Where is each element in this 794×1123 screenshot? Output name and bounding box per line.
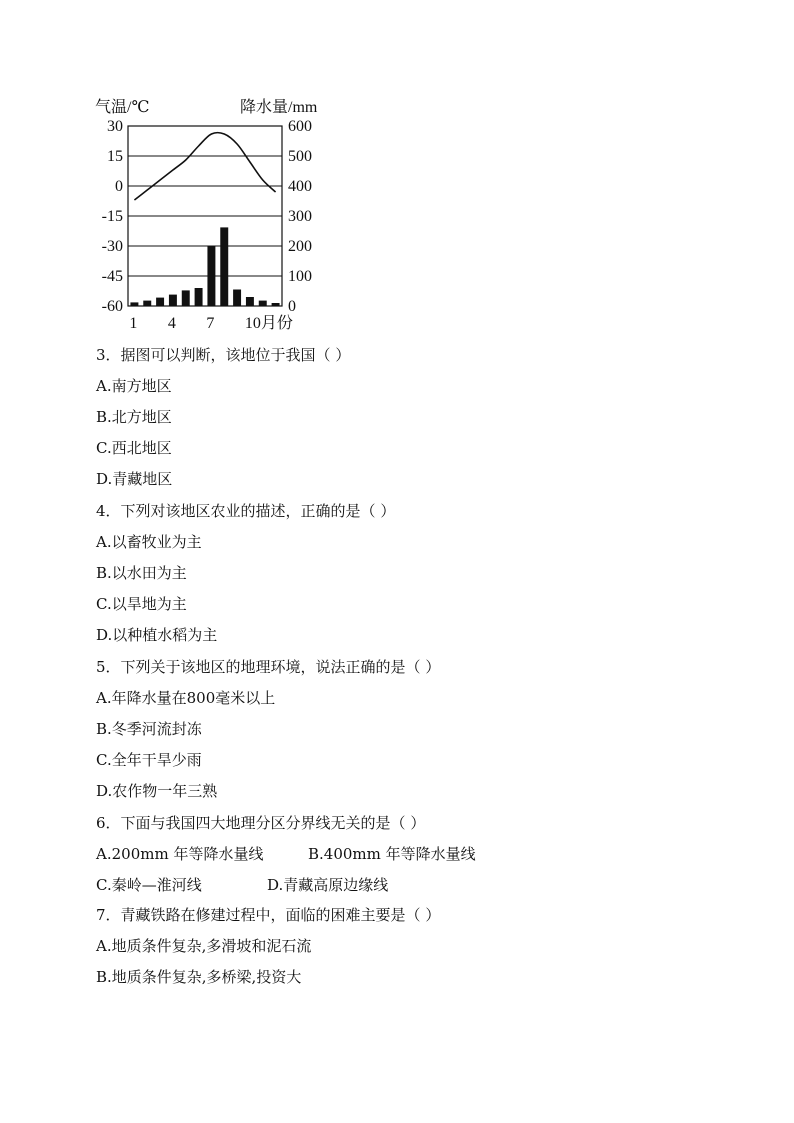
precipitation-bar	[143, 301, 151, 306]
precipitation-bar	[182, 290, 190, 306]
question-stem: 7．青藏铁路在修建过程中，面临的困难主要是（ ）	[96, 906, 441, 924]
temperature-tick-label: 30	[107, 118, 123, 135]
answer-option[interactable]: D.青藏高原边缘线	[267, 876, 389, 894]
precipitation-bar	[246, 297, 254, 306]
answer-option[interactable]: C.全年干旱少雨	[96, 751, 202, 769]
question-stem: 6．下面与我国四大地理分区分界线无关的是（ ）	[96, 814, 426, 832]
precipitation-tick-label: 400	[288, 178, 312, 195]
temperature-tick-label: 15	[107, 148, 123, 165]
precipitation-tick-label: 500	[288, 148, 312, 165]
answer-option[interactable]: A.地质条件复杂,多滑坡和泥石流	[96, 937, 312, 955]
precipitation-bar	[233, 290, 241, 307]
precipitation-bar	[156, 298, 164, 306]
answer-option[interactable]: B.以水田为主	[96, 564, 187, 582]
temperature-tick-labels	[102, 118, 123, 315]
month-tick-label: 1	[129, 315, 138, 332]
precipitation-bar	[169, 295, 177, 306]
answer-option[interactable]: C.以旱地为主	[96, 595, 187, 613]
precipitation-axis-label: 降水量/mm	[240, 99, 318, 116]
answer-option[interactable]: D.农作物一年三熟	[96, 782, 218, 800]
precipitation-bar	[207, 246, 215, 306]
question-stem: 4．下列对该地区农业的描述，正确的是（ ）	[96, 502, 396, 520]
answer-option[interactable]: A.以畜牧业为主	[96, 533, 202, 551]
answer-option[interactable]: B.地质条件复杂,多桥梁,投资大	[96, 968, 302, 986]
precipitation-tick-labels	[288, 118, 312, 315]
month-tick-label: 10月份	[244, 315, 293, 332]
month-tick-labels	[129, 314, 293, 332]
answer-option[interactable]: B.400mm 年等降水量线	[308, 845, 476, 863]
precipitation-tick-label: 200	[288, 238, 312, 255]
answer-option[interactable]: A.200mm 年等降水量线	[96, 845, 264, 863]
temperature-line	[134, 133, 275, 200]
temperature-tick-label: -30	[101, 238, 123, 255]
precipitation-bar	[259, 301, 267, 306]
temperature-tick-label: -45	[101, 268, 123, 285]
answer-option[interactable]: C.秦岭—淮河线	[96, 876, 202, 894]
temperature-axis-label: 气温/℃	[95, 99, 150, 116]
precipitation-tick-label: 0	[288, 298, 296, 315]
answer-option[interactable]: B.冬季河流封冻	[96, 720, 202, 738]
precipitation-bars	[130, 227, 279, 306]
answer-option[interactable]: C.西北地区	[96, 439, 172, 457]
climate-chart	[90, 92, 340, 337]
temperature-tick-label: -15	[101, 208, 123, 225]
question-stem: 3．据图可以判断，该地位于我国（ ）	[96, 346, 351, 364]
answer-option[interactable]: B.北方地区	[96, 408, 172, 426]
answer-option[interactable]: D.青藏地区	[96, 470, 173, 488]
month-tick-label: 7	[206, 315, 215, 332]
temperature-tick-label: -60	[101, 298, 123, 315]
precipitation-bar	[195, 288, 203, 306]
precipitation-tick-label: 600	[288, 118, 312, 135]
temperature-tick-label: 0	[115, 178, 123, 195]
answer-option[interactable]: A.年降水量在800毫米以上	[96, 689, 276, 707]
question-stem: 5．下列关于该地区的地理环境，说法正确的是（ ）	[96, 658, 441, 676]
precipitation-bar	[220, 227, 228, 306]
precipitation-tick-label: 300	[288, 208, 312, 225]
answer-option[interactable]: D.以种植水稻为主	[96, 626, 218, 644]
month-tick-label: 4	[167, 315, 176, 332]
answer-option[interactable]: A.南方地区	[96, 377, 172, 395]
precipitation-tick-label: 100	[288, 268, 312, 285]
